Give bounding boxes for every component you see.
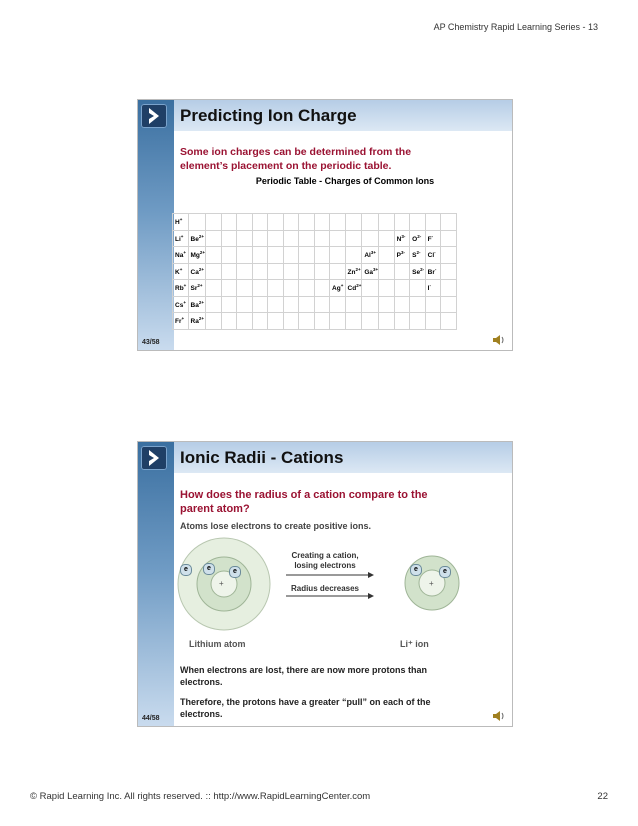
table-cell <box>206 296 222 313</box>
ion-charge: 2+ <box>198 299 204 305</box>
table-title: Periodic Table - Charges of Common Ions <box>255 176 435 186</box>
table-cell <box>410 280 426 297</box>
table-cell <box>268 313 284 330</box>
table-cell <box>345 230 362 247</box>
chevron-right-icon <box>141 446 167 470</box>
table-cell <box>425 214 441 231</box>
ion-symbol: Ag <box>332 285 341 293</box>
table-cell <box>252 313 268 330</box>
ion-symbol: Ca <box>190 268 199 276</box>
subtitle-line: parent atom? <box>180 503 250 515</box>
table-cell <box>394 313 410 330</box>
table-row <box>173 230 457 247</box>
ion-charge: + <box>179 217 183 223</box>
ion-symbol: Na <box>175 252 184 260</box>
table-cell <box>221 214 237 231</box>
table-cell <box>268 296 284 313</box>
table-cell <box>441 313 457 330</box>
ion-charge: + <box>183 283 187 289</box>
table-cell <box>345 296 362 313</box>
ion-charge: 2+ <box>197 283 203 289</box>
table-cell <box>252 214 268 231</box>
ion-symbol: H <box>175 219 180 227</box>
table-cell <box>410 214 426 231</box>
ion-charge: - <box>434 266 437 272</box>
table-cell <box>237 313 253 330</box>
page-header: AP Chemistry Rapid Learning Series - 13 <box>433 22 598 32</box>
table-cell <box>379 280 395 297</box>
table-cell <box>283 263 299 280</box>
table-cell <box>425 280 441 297</box>
table-cell <box>362 247 379 264</box>
footer-copyright: © Rapid Learning Inc. All rights reserved. :: http://www.RapidLearningCenter.com <box>30 791 371 802</box>
table-cell <box>252 247 268 264</box>
electron: e <box>180 564 192 576</box>
table-cell <box>188 313 206 330</box>
table-cell <box>345 280 362 297</box>
table-cell <box>237 296 253 313</box>
table-cell <box>173 263 189 280</box>
table-cell <box>173 313 189 330</box>
table-row <box>173 247 457 264</box>
text-line: electrons. <box>180 677 223 687</box>
ion-symbol: Cs <box>175 301 184 309</box>
ion-symbol: Sr <box>190 285 198 293</box>
text-line: When electrons are lost, there are now more protons than <box>180 665 428 675</box>
slide-predicting-ion-charge <box>137 99 513 351</box>
table-cell <box>362 230 379 247</box>
ion-symbol: I <box>427 285 430 293</box>
ion-charge: 2+ <box>198 316 204 322</box>
text-line: electrons. <box>180 709 223 719</box>
table-cell <box>314 263 330 280</box>
explanation-text-2 <box>180 696 500 720</box>
table-cell <box>188 230 206 247</box>
table-cell <box>425 296 441 313</box>
table-cell <box>283 296 299 313</box>
ion-symbol: P <box>396 252 401 260</box>
table-cell <box>410 230 426 247</box>
slide-title: Ionic Radii - Cations <box>180 448 344 467</box>
ion-charge: 3+ <box>370 250 376 256</box>
ion-charge: 2+ <box>198 233 204 239</box>
table-cell <box>299 313 315 330</box>
table-cell <box>394 296 410 313</box>
table-cell <box>221 263 237 280</box>
radius-label: Radius decreases <box>290 584 360 593</box>
table-cell <box>330 313 346 330</box>
subtitle-line: Some ion charges can be determined from the <box>180 146 412 158</box>
ion-charge: + <box>179 266 183 272</box>
ion-symbol: F <box>427 235 432 243</box>
table-cell <box>379 214 395 231</box>
table-cell <box>221 230 237 247</box>
table-cell <box>237 230 253 247</box>
ion-charge: + <box>340 283 344 289</box>
table-cell <box>206 230 222 247</box>
ion-charge: - <box>434 250 436 256</box>
table-cell <box>345 247 362 264</box>
electron: e <box>229 566 241 578</box>
ion-symbol: K <box>175 268 180 276</box>
table-cell <box>362 296 379 313</box>
table-cell <box>283 247 299 264</box>
process-label <box>280 551 370 571</box>
table-cell <box>237 280 253 297</box>
table-cell <box>188 296 206 313</box>
table-cell <box>283 214 299 231</box>
electron: e <box>410 564 422 576</box>
table-cell <box>441 214 457 231</box>
table-cell <box>206 214 222 231</box>
table-cell <box>330 214 346 231</box>
table-cell <box>237 214 253 231</box>
table-cell <box>188 214 206 231</box>
ion-symbol: Ba <box>190 301 199 309</box>
table-cell <box>330 296 346 313</box>
table-cell <box>379 296 395 313</box>
table-cell <box>299 280 315 297</box>
ion-symbol: Cl <box>427 252 435 260</box>
chevron-right-icon <box>141 104 167 128</box>
table-cell <box>314 230 330 247</box>
ion-symbol: Ra <box>190 318 199 326</box>
explanation-text-1 <box>180 664 500 688</box>
table-row <box>173 296 457 313</box>
ion-symbol: Rb <box>175 285 184 293</box>
table-cell <box>188 247 206 264</box>
electron: e <box>203 563 215 575</box>
lithium-ion-label: Li⁺ ion <box>400 639 429 649</box>
table-cell <box>394 247 410 264</box>
table-cell <box>425 263 441 280</box>
table-cell <box>410 313 426 330</box>
table-cell <box>252 263 268 280</box>
table-cell <box>394 230 410 247</box>
ion-symbol: S <box>412 252 417 260</box>
ion-charge: + <box>180 233 184 239</box>
table-cell <box>188 263 206 280</box>
speaker-icon[interactable] <box>492 334 506 346</box>
table-cell <box>206 313 222 330</box>
lithium-atom-diagram <box>174 534 274 634</box>
table-cell <box>268 280 284 297</box>
ion-symbol: Cd <box>347 285 357 293</box>
electron: e <box>439 566 451 578</box>
table-cell <box>441 280 457 297</box>
slide-sidebar <box>138 100 174 350</box>
ion-charge: 2+ <box>198 266 204 272</box>
page-number: 43/58 <box>142 339 160 346</box>
table-row <box>173 280 457 297</box>
subtitle-line: How does the radius of a cation compare to the <box>180 489 428 501</box>
table-cell <box>206 263 222 280</box>
table-cell <box>299 230 315 247</box>
table-cell <box>379 313 395 330</box>
slide-sidebar <box>138 442 174 726</box>
table-cell <box>268 263 284 280</box>
table-cell <box>283 313 299 330</box>
table-cell <box>221 296 237 313</box>
table-cell <box>441 247 457 264</box>
ion-charge: 2- <box>417 233 422 239</box>
table-cell <box>314 214 330 231</box>
table-cell <box>410 263 426 280</box>
table-cell <box>410 296 426 313</box>
table-cell <box>268 247 284 264</box>
table-cell <box>425 247 441 264</box>
ion-charge: 2+ <box>199 250 206 256</box>
table-cell <box>330 247 346 264</box>
table-cell <box>394 263 410 280</box>
ion-symbol: Zn <box>347 268 356 276</box>
ion-symbol: Al <box>364 252 371 260</box>
table-cell <box>268 230 284 247</box>
lithium-atom-label: Lithium atom <box>189 639 246 649</box>
table-cell <box>330 280 346 297</box>
table-cell <box>314 313 330 330</box>
nucleus-plus: + <box>219 579 224 588</box>
ion-symbol: N <box>396 235 402 243</box>
table-cell <box>314 247 330 264</box>
process-line: losing electrons <box>294 561 356 570</box>
table-cell <box>221 247 237 264</box>
process-line: Creating a cation, <box>291 551 359 560</box>
table-cell <box>379 263 395 280</box>
ion-charge: + <box>183 299 186 305</box>
table-cell <box>362 214 379 231</box>
table-cell <box>345 263 362 280</box>
table-cell <box>441 230 457 247</box>
ion-charge: 2- <box>416 250 421 256</box>
ion-charge: 3- <box>401 233 406 239</box>
table-cell <box>425 313 441 330</box>
table-row <box>173 214 457 231</box>
table-cell <box>441 296 457 313</box>
table-cell <box>362 263 379 280</box>
footer-page-number: 22 <box>597 791 608 802</box>
table-cell <box>394 214 410 231</box>
table-cell <box>173 230 189 247</box>
ion-charge: 3+ <box>373 266 379 272</box>
slide-subtitle <box>180 145 480 173</box>
ion-symbol: Li <box>175 235 181 243</box>
table-cell <box>441 263 457 280</box>
table-cell <box>299 247 315 264</box>
table-cell <box>252 296 268 313</box>
ion-charge: - <box>431 233 434 239</box>
table-cell <box>314 280 330 297</box>
table-cell <box>394 280 410 297</box>
table-cell <box>299 214 315 231</box>
table-cell <box>410 247 426 264</box>
table-cell <box>362 280 379 297</box>
ion-charge: 3- <box>401 250 406 256</box>
subtitle-line: element’s placement on the periodic table. <box>180 160 392 172</box>
table-cell <box>345 214 362 231</box>
slide-subtitle <box>180 488 480 516</box>
periodic-table <box>172 213 457 330</box>
table-cell <box>173 280 189 297</box>
table-cell <box>283 230 299 247</box>
ion-symbol: Ga <box>364 268 374 276</box>
table-cell <box>379 230 395 247</box>
slide-title: Predicting Ion Charge <box>180 106 357 125</box>
ion-charge: 2+ <box>355 266 361 272</box>
ion-symbol: Be <box>190 235 199 243</box>
table-row <box>173 313 457 330</box>
table-cell <box>379 247 395 264</box>
page-number: 44/58 <box>142 715 160 722</box>
ion-charge: 2- <box>420 266 425 272</box>
table-cell <box>299 296 315 313</box>
table-cell <box>237 263 253 280</box>
text-line: Therefore, the protons have a greater “pull” on each of the <box>180 697 431 707</box>
nucleus-plus: + <box>429 579 434 588</box>
table-cell <box>221 280 237 297</box>
table-cell <box>206 247 222 264</box>
ion-symbol: O <box>412 235 418 243</box>
ion-symbol: Mg <box>190 252 200 260</box>
ion-charge: + <box>183 250 186 256</box>
table-cell <box>330 230 346 247</box>
table-cell <box>173 247 189 264</box>
table-row <box>173 263 457 280</box>
ion-charge: + <box>181 316 185 322</box>
table-cell <box>252 230 268 247</box>
table-cell <box>188 280 206 297</box>
slide-ionic-radii-cations <box>137 441 513 727</box>
table-cell <box>252 280 268 297</box>
table-cell <box>206 280 222 297</box>
ion-charge: - <box>429 283 431 289</box>
table-cell <box>330 263 346 280</box>
table-cell <box>173 214 189 231</box>
ion-charge: 2+ <box>356 283 362 289</box>
ion-symbol: Br <box>427 268 435 276</box>
table-cell <box>283 280 299 297</box>
table-cell <box>299 263 315 280</box>
ion-symbol: Se <box>412 268 421 276</box>
intro-text: Atoms lose electrons to create positive ions. <box>180 521 372 531</box>
table-cell <box>221 313 237 330</box>
table-cell <box>314 296 330 313</box>
table-cell <box>362 313 379 330</box>
table-cell <box>237 247 253 264</box>
table-cell <box>425 230 441 247</box>
table-cell <box>173 296 189 313</box>
speaker-icon[interactable] <box>492 710 506 722</box>
ion-symbol: Fr <box>175 318 182 326</box>
table-cell <box>345 313 362 330</box>
table-cell <box>268 214 284 231</box>
